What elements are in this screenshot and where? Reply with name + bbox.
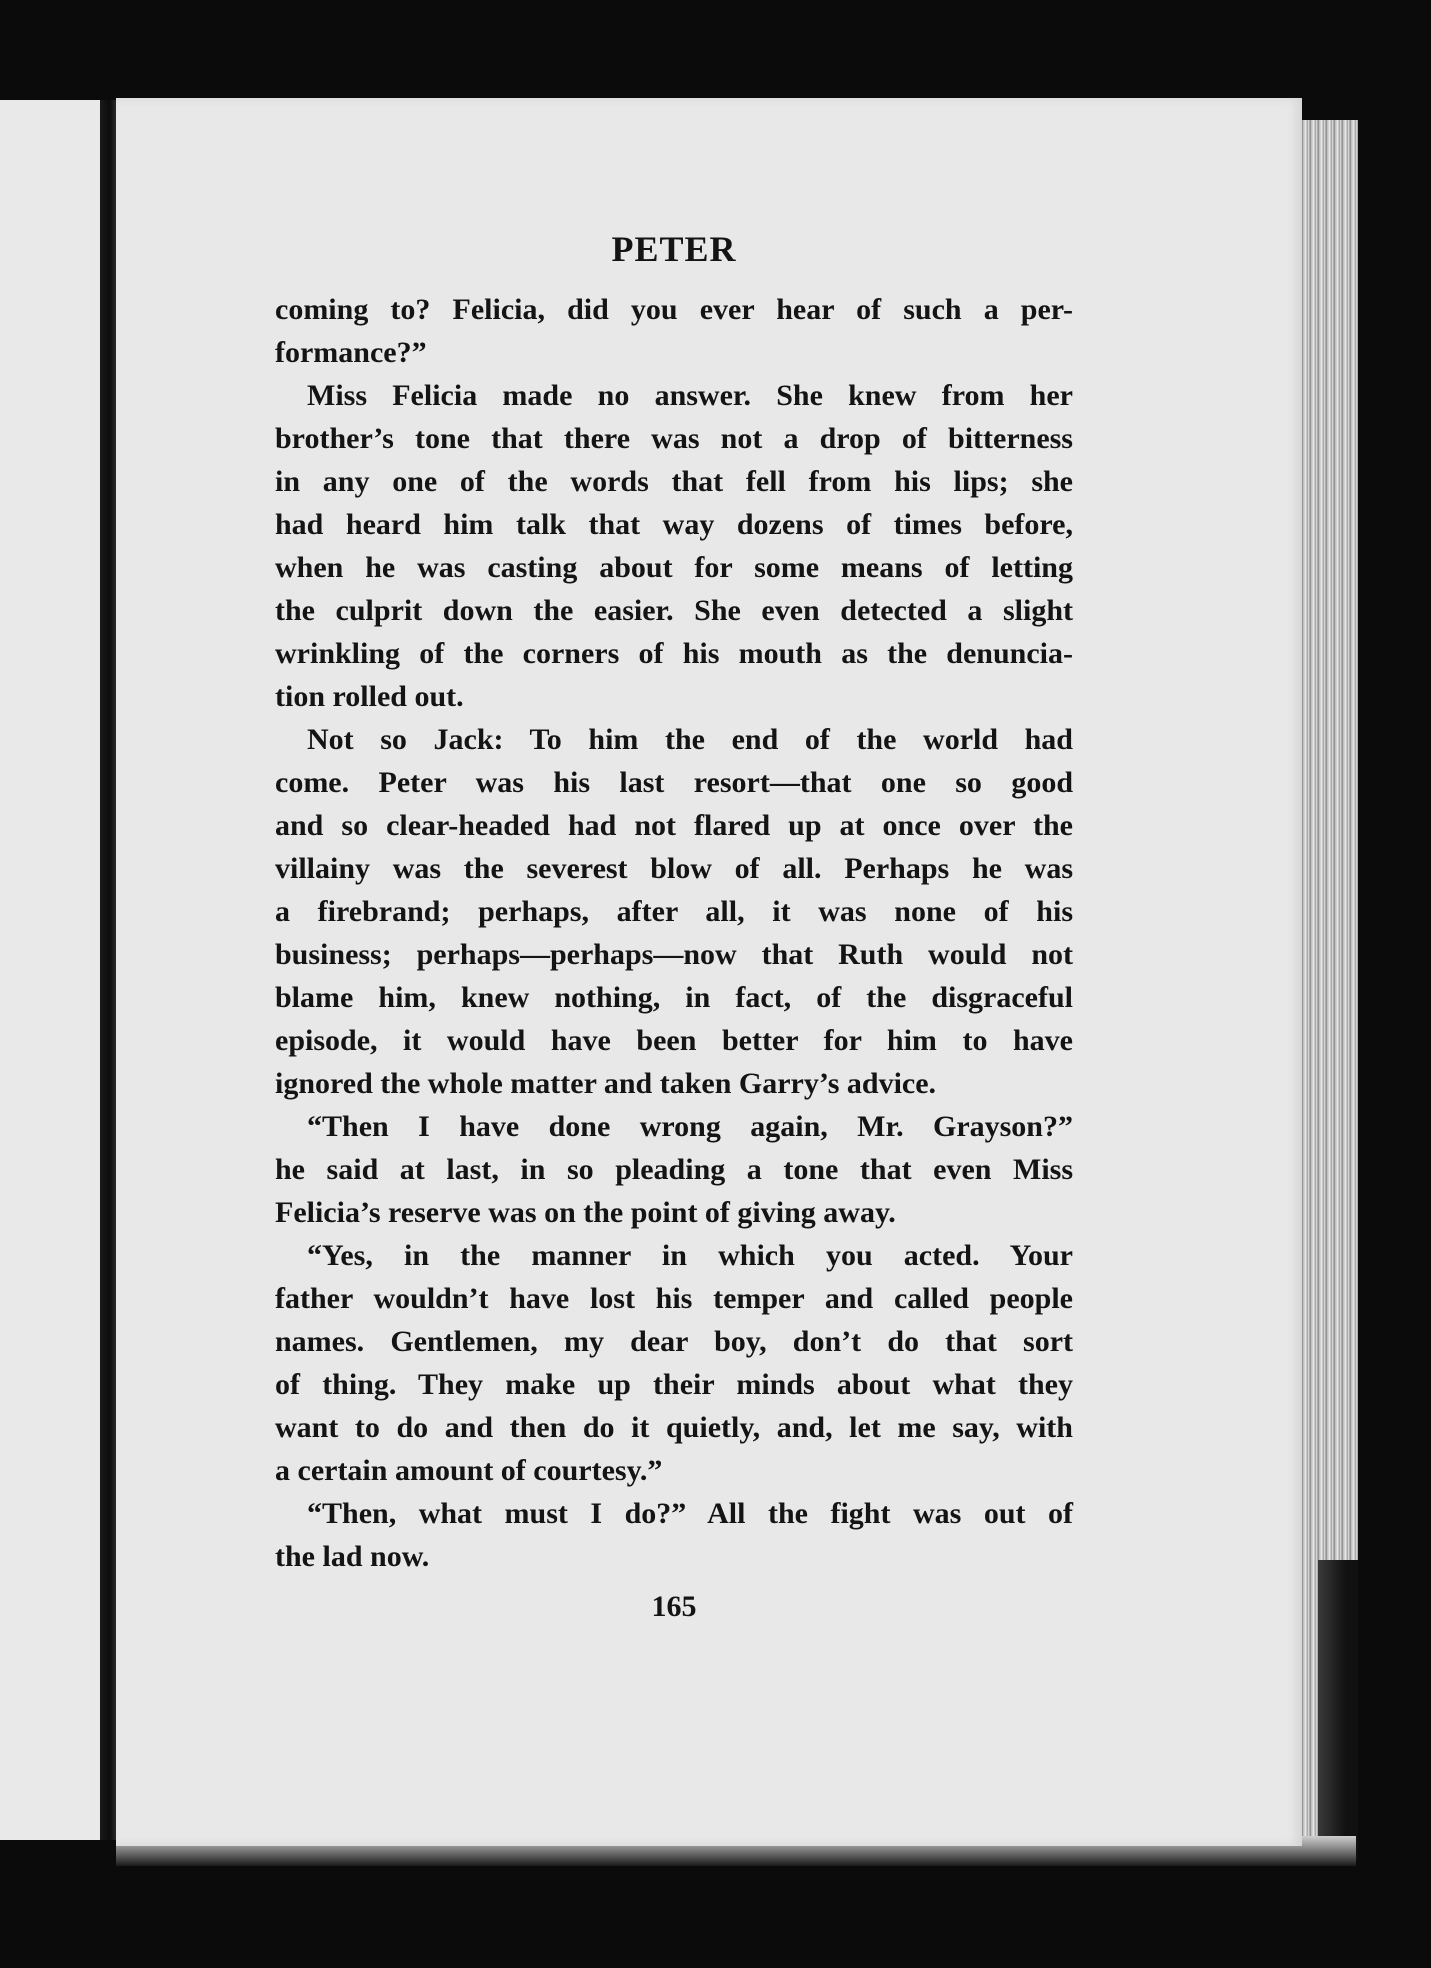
body-text: [275, 288, 1073, 1578]
text-line: the lad now.: [275, 1540, 430, 1573]
text-line: names. Gentlemen, my dear boy, don’t do that sort: [275, 1325, 1073, 1358]
text-line: a certain amount of courtesy.”: [275, 1454, 663, 1487]
facing-page-edge: [0, 100, 100, 1840]
text-column: [275, 228, 1073, 1624]
text-line: Felicia’s reserve was on the point of giving away.: [275, 1196, 896, 1229]
text-line: of thing. They make up their minds about what they: [275, 1368, 1073, 1401]
text-line: tion rolled out.: [275, 680, 464, 713]
text-line: had heard him talk that way dozens of times before,: [275, 508, 1073, 541]
text-line: come. Peter was his last resort—that one so good: [275, 766, 1073, 799]
text-line: “Yes, in the manner in which you acted. Your: [307, 1239, 1073, 1272]
text-line: when he was casting about for some means of letting: [275, 551, 1073, 584]
text-line: father wouldn’t have lost his temper and called people: [275, 1282, 1073, 1315]
text-line: blame him, knew nothing, in fact, of the disgraceful: [275, 981, 1073, 1014]
text-line: the culprit down the easier. She even detected a slight: [275, 594, 1073, 627]
text-line: a firebrand; perhaps, after all, it was none of his: [275, 895, 1073, 928]
text-line: formance?”: [275, 336, 427, 369]
text-line: brother’s tone that there was not a drop of bitterness: [275, 422, 1073, 455]
text-line: he said at last, in so pleading a tone that even Miss: [275, 1153, 1073, 1186]
text-line: “Then, what must I do?” All the fight was out of: [307, 1497, 1073, 1530]
text-line: coming to? Felicia, did you ever hear of such a per-: [275, 293, 1073, 326]
book-gutter: [100, 100, 116, 1840]
text-line: ignored the whole matter and taken Garry’s advice.: [275, 1067, 937, 1100]
text-line: and so clear-headed had not flared up at once over the: [275, 809, 1073, 842]
text-line: in any one of the words that fell from his lips; she: [275, 465, 1073, 498]
text-line: villainy was the severest blow of all. Perhaps he was: [275, 852, 1073, 885]
page-block-shadow: [1318, 1560, 1358, 1860]
text-line: episode, it would have been better for him to have: [275, 1024, 1073, 1057]
text-line: “Then I have done wrong again, Mr. Grayson?”: [307, 1110, 1073, 1143]
page-number: 165: [651, 1590, 697, 1623]
text-line: wrinkling of the corners of his mouth as the denuncia-: [275, 637, 1073, 670]
text-line: want to do and then do it quietly, and, let me say, with: [275, 1411, 1073, 1444]
text-line: business; perhaps—perhaps—now that Ruth would not: [275, 938, 1073, 971]
running-head: PETER: [611, 229, 737, 269]
text-line: Not so Jack: To him the end of the world had: [307, 723, 1073, 756]
text-line: Miss Felicia made no answer. She knew from her: [307, 379, 1073, 412]
